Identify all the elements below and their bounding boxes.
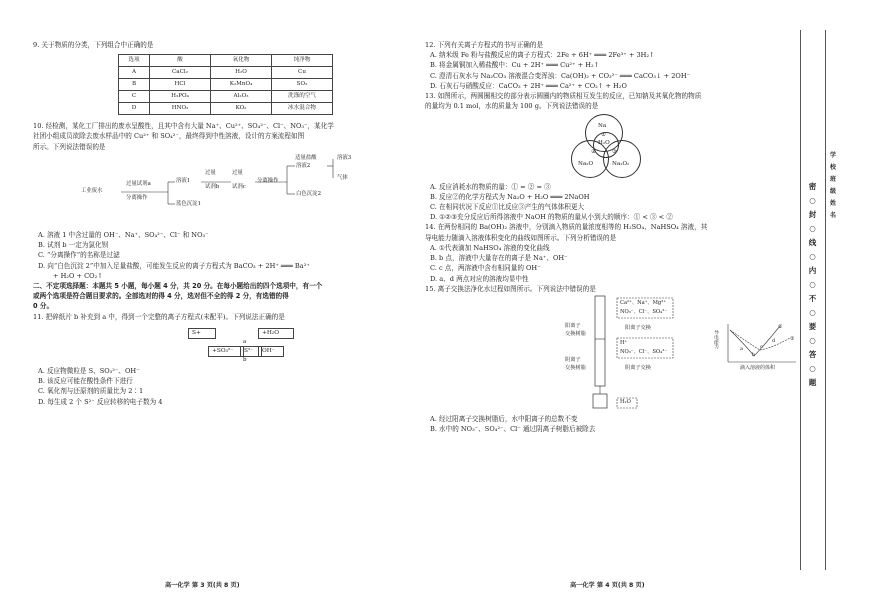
venn-3: ③ xyxy=(612,148,618,155)
footer-right: 高一化学 第 4 页(共 8 页) xyxy=(570,582,645,589)
flow-hcl: 适量盐酸 xyxy=(295,154,317,161)
q10-stem-2: 社团小组成员欲除去废水样品中的 Cu²⁺ 和 SO₄²⁻，最终得到中性溶液，设计的方案流程如图 xyxy=(33,132,305,141)
q13-option-b: B. 反应②的化学方程式为 Na₂O + H₂O ═══ 2NaOH xyxy=(430,192,590,201)
ions-mid-b: NO₃⁻、Cl⁻、SO₄²⁻ xyxy=(620,348,668,355)
q14-stem-2: 导电能力随滴入溶液体积变化的曲线如图所示。下列分析错误的是 xyxy=(425,233,617,242)
q9-table xyxy=(118,54,333,115)
seal-char: 题 xyxy=(808,378,817,387)
venn-2: ② xyxy=(591,148,597,155)
side-info-char: 校 xyxy=(830,164,837,171)
piece-h2o: +H₂O xyxy=(258,328,294,339)
graph-pc: c xyxy=(760,344,763,350)
q13-venn xyxy=(425,112,790,182)
flow-solution1: 溶液1 xyxy=(176,177,191,184)
q9-cell: Cu xyxy=(272,67,333,79)
side-info-char: 名 xyxy=(830,212,837,219)
flow-precip1: 蓝色沉淀1 xyxy=(176,200,201,207)
q10-option-c: C. “分离操作”的名称是过滤 xyxy=(38,251,120,260)
resin2-label-b: 交换树脂 xyxy=(565,364,586,371)
seal-char: 不 xyxy=(808,294,817,303)
q9-cell: H₂O xyxy=(211,67,272,79)
q11-pieces xyxy=(33,326,413,363)
q9-cell: HCl xyxy=(150,79,211,91)
seal-char: ○ xyxy=(809,308,816,317)
q14-stem: 14. 在两份相同的 Ba(OH)₂ 溶液中，分别滴入物质的量浓度相等的 H₂SO₄、NaHSO₄ 溶液，其 xyxy=(425,223,708,232)
seal-char: ○ xyxy=(809,336,816,345)
flow-precip2: 白色沉淀2 xyxy=(296,190,321,197)
seal-line-text xyxy=(806,180,819,420)
q14-option-c: C. c 点，两溶液中含有相同量的 OH⁻ xyxy=(430,264,541,273)
flow-start: 工业废水 xyxy=(81,187,103,194)
resin1-label: 阳离子 xyxy=(565,322,581,329)
q13-stem-2: 的量均为 0.1 mol，水的质量为 100 g。下列说法错误的是 xyxy=(425,102,599,111)
q10-stem-3: 所示。下列说法错误的是 xyxy=(33,142,106,151)
q13-option-a: A. 反应消耗水的物质的量：① = ② = ③ xyxy=(430,182,551,191)
flow-reagent-b: 试剂b xyxy=(205,183,220,190)
q10-option-d: D. 向“白色沉淀 2”中加入足量盐酸，可能发生反应的离子方程式为 BaCO₃ + 2H⁺ ═══ Ba²⁺ xyxy=(38,261,310,270)
q9-cell: B xyxy=(119,79,150,91)
seal-char: 密 xyxy=(808,182,817,191)
flow-solution2: 溶液2 xyxy=(296,162,311,169)
flow-gas: 气体 xyxy=(337,174,348,181)
binding-sidebar xyxy=(800,30,826,570)
q12-option-c: C. 澄清石灰水与 Na₂CO₃ 溶液混合变浑浊：Ca(OH)₂ + CO₃²⁻ ═══ CaCO₃↓ + 2OH⁻ xyxy=(430,71,691,80)
q11-option-c: C. 氧化剂与还原剂的质量比为 2∶1 xyxy=(38,387,144,396)
section-heading-2: 或两个选项是符合题目要求的。全部选对的得 4 分，选对但不全的得 2 分，有选错的得 xyxy=(33,292,289,301)
flow-reagent-a: 过量试剂a xyxy=(126,180,151,187)
q12-option-b: B. 将金属铜加入稀盐酸中：Cu + 2H⁺ ═══ Cu²⁺ + H₂↑ xyxy=(430,61,600,70)
q9-cell: H₃PO₄ xyxy=(150,91,211,103)
q13-stem: 13. 如图所示，两圆圈相交的部分表示圆圈内的物质相互发生的反应，已知钠及其氧化物的物质 xyxy=(425,92,702,101)
seal-char: 内 xyxy=(808,266,817,275)
flow-solution3: 溶液3 xyxy=(337,154,352,161)
q9-cell: KO₂ xyxy=(211,103,272,115)
q12-stem: 12. 下列有关离子方程式的书写正确的是 xyxy=(425,41,544,49)
q15-option-b: B. 水中的 NO₃⁻、SO₄²⁻、Cl⁻ 通过阴离子树脂后被除去 xyxy=(430,425,596,434)
q13-option-d: D. ①②③充分反应后所得溶液中 NaOH 的物质的量从小到大的顺序：① < ③ < ② xyxy=(430,213,673,222)
table-row xyxy=(119,103,333,115)
resin1-label-b: 交换树脂 xyxy=(565,330,586,337)
q10-flowchart xyxy=(33,156,413,226)
ions-mid: H⁺ xyxy=(620,339,628,346)
graph-ylabel: 导电能力 xyxy=(713,330,718,350)
q9-header-cell: 酸 xyxy=(150,55,211,67)
q9-header-cell: 纯净物 xyxy=(272,55,333,67)
piece-s2: S²⁻ xyxy=(240,346,262,357)
q12-option-d: D. 石灰石与硝酸反应：CaCO₃ + 2H⁺ ═══ Ca²⁺ + CO₂↑ + H₂O xyxy=(430,81,627,90)
section-heading: 二、不定项选择题：本题共 5 小题，每小题 4 分，共 20 分。在每小题给出的四个选项中，有一个 xyxy=(33,281,323,290)
q11-option-d: D. 每生成 2 个 S²⁻ 反应转移的电子数为 4 xyxy=(38,397,163,406)
venn-h2o: H₂O xyxy=(598,139,610,146)
q9-stem: 9. 关于物质的分类，下列组合中正确的是 xyxy=(33,41,154,49)
q11-option-a: A. 反应物微粒是 S、SO₃²⁻、OH⁻ xyxy=(38,366,140,375)
q9-cell: A xyxy=(119,67,150,79)
anion-note: 阴离子交换 xyxy=(625,364,651,371)
q9-cell: 洗涤的空气 xyxy=(272,91,333,103)
ions-in: Ca²⁺、Na⁺、Mg²⁺ xyxy=(620,299,667,306)
right-column xyxy=(425,40,790,434)
graph-curve1: ① xyxy=(778,324,783,330)
side-info-char: 班 xyxy=(830,176,837,183)
q9-cell: D xyxy=(119,103,150,115)
left-column xyxy=(33,40,413,407)
flow-reagent-c: 试剂c xyxy=(232,183,246,190)
venn-na: Na xyxy=(598,122,607,129)
section-heading-3: 0 分。 xyxy=(33,302,54,311)
piece-so3: +SO₃²⁻ xyxy=(208,346,244,357)
side-info xyxy=(830,150,840,222)
q14-option-b: B. b 点，溶液中大量存在的离子是 Na⁺、OH⁻ xyxy=(430,254,568,263)
table-row xyxy=(119,79,333,91)
q9-cell: Al₂O₃ xyxy=(211,91,272,103)
q14-option-a: A. ①代表滴加 NaHSO₄ 溶液的变化曲线 xyxy=(430,243,550,252)
venn-na2o2: Na₂O₂ xyxy=(612,160,630,167)
seal-char: 封 xyxy=(808,210,817,219)
flow-step2: 过量 xyxy=(205,169,216,176)
q15-option-a: A. 经过阳离子交换树脂后，水中阳离子的总数不变 xyxy=(430,414,578,423)
label-b: b xyxy=(243,356,247,363)
seal-char: ○ xyxy=(809,224,816,233)
table-row xyxy=(119,67,333,79)
q9-header-cell: 氧化物 xyxy=(211,55,272,67)
seal-char: 线 xyxy=(808,238,817,247)
cation-note: 阳离子交换 xyxy=(625,324,651,331)
seal-char: 答 xyxy=(808,350,817,359)
q10-stem: 10. 经检测，某化工厂排出的废水呈酸性，且其中含有大量 Na⁺、Cu²⁺、SO₄²⁻、Cl⁻、NO₃⁻，某化学 xyxy=(33,122,334,131)
q9-cell: K₂MnO₄ xyxy=(211,79,272,91)
q9-cell: HNO₃ xyxy=(150,103,211,115)
q11-stem: 11. 把碎纸片 b 补充到 a 中，得到一个完整的离子方程式(未配平)。下列说法正确的是 xyxy=(33,312,285,321)
seal-char: ○ xyxy=(809,280,816,289)
q9-cell: CaCl₂ xyxy=(150,67,211,79)
seal-char: 要 xyxy=(808,322,817,331)
side-info-char: 学 xyxy=(830,152,837,159)
q9-cell: C xyxy=(119,91,150,103)
venn-na2o: Na₂O xyxy=(578,160,594,167)
venn-1: ① xyxy=(601,131,607,138)
ions-in-b: NO₃⁻、Cl⁻、SO₄²⁻ xyxy=(620,308,668,315)
q9-header-cell: 选项 xyxy=(119,55,150,67)
side-info-char: 级 xyxy=(830,188,837,195)
graph-curve2: ② xyxy=(790,336,795,342)
piece-oh: OH⁻ xyxy=(258,346,284,357)
q10-option-a: A. 溶液 1 中含过量的 OH⁻、Na⁺、SO₄²⁻、Cl⁻ 和 NO₃⁻ xyxy=(38,230,209,239)
q12-option-a: A. 纳米级 Fe 粉与盐酸反应的离子方程式：2Fe + 6H⁺ ═══ 2Fe³⁺ + 3H₂↑ xyxy=(430,51,655,60)
label-a: a xyxy=(243,338,247,345)
q15-stem: 15. 离子交换法净化水过程如图所示。下列说法中错误的是 xyxy=(425,284,596,293)
seal-char: ○ xyxy=(809,364,816,373)
flow-sep: 分离操作 xyxy=(126,194,148,201)
piece-s: S+ xyxy=(188,328,216,339)
flow-op: 分离操作 xyxy=(257,177,279,184)
q13-option-c: C. 在相同状况下反应①比反应③产生的气体体积更大 xyxy=(430,202,585,211)
graph-pa: a xyxy=(740,346,743,352)
water-out: H₂O xyxy=(620,398,631,405)
q9-cell: 冰水混合物 xyxy=(272,103,333,115)
q9-cell: SO₂ xyxy=(272,79,333,91)
q10-option-d-cont: + H₂O + CO₂↑ xyxy=(53,271,103,280)
resin2-label: 阴离子 xyxy=(565,356,581,363)
q14-option-d: D. a、d 两点对应的溶液均显中性 xyxy=(430,274,529,283)
graph-xlabel: 滴入溶液的体积 xyxy=(740,365,776,371)
flow-step3: 过量 xyxy=(232,169,243,176)
footer-left: 高一化学 第 3 页(共 8 页) xyxy=(165,582,240,589)
q10-option-b: B. 试剂 b 一定为氯化钡 xyxy=(38,241,109,250)
seal-char: ○ xyxy=(809,196,816,205)
graph-pd: d xyxy=(772,338,776,344)
graph-pb: b xyxy=(752,352,756,358)
table-row xyxy=(119,91,333,103)
side-info-char: 姓 xyxy=(830,200,837,207)
seal-char: ○ xyxy=(809,252,816,261)
q11-option-b: B. 该反应可能在酸性条件下进行 xyxy=(38,377,133,386)
